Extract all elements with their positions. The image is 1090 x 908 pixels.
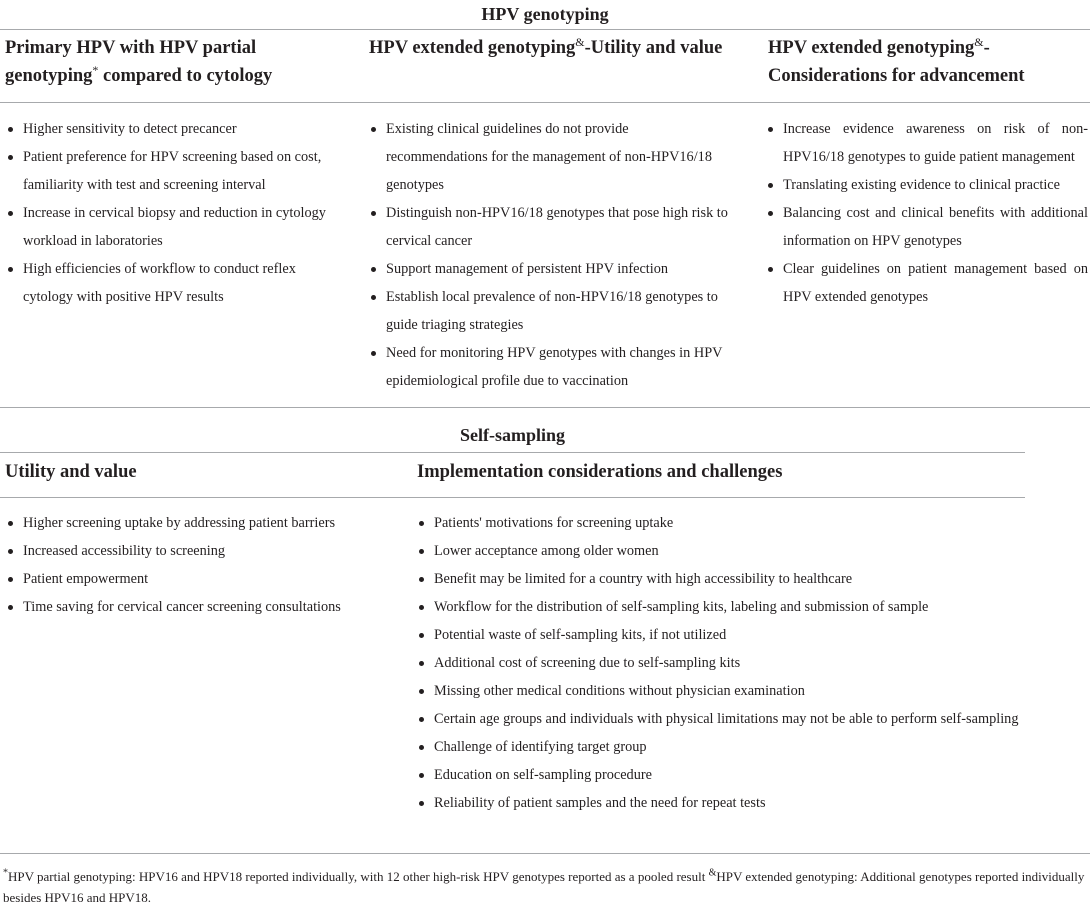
list-item: Increase evidence awareness on risk of non-HPV16/18 genotypes to guide patient management [765, 115, 1088, 171]
divider [0, 452, 1025, 453]
list-item: Establish local prevalence of non-HPV16/18 genotypes to guide triaging strategies [368, 283, 733, 339]
list-item: Existing clinical guidelines do not provide recommendations for the management of non-HPV16/18 genotypes [368, 115, 733, 199]
list-item: Patients' motivations for screening uptake [416, 509, 1023, 537]
column-heading-implementation: Implementation considerations and challenges [417, 462, 783, 482]
column-heading-utility-value: Utility and value [5, 462, 137, 482]
list-utility-value [5, 509, 395, 621]
list-item: Patient empowerment [5, 565, 395, 593]
list-implementation [416, 509, 1023, 817]
section-title-genotyping: HPV genotyping [481, 4, 609, 24]
list-item: Support management of persistent HPV infection [368, 255, 733, 283]
list-item: Lower acceptance among older women [416, 537, 1023, 565]
divider [0, 407, 1090, 408]
list-item: Patient preference for HPV screening based on cost, familiarity with test and screening interval [5, 143, 335, 199]
divider [0, 853, 1090, 854]
list-item: Balancing cost and clinical benefits with additional information on HPV genotypes [765, 199, 1088, 255]
list-extended-considerations [765, 115, 1088, 311]
list-item: Clear guidelines on patient management based on HPV extended genotypes [765, 255, 1088, 311]
list-item: Certain age groups and individuals with physical limitations may not be able to perform self-sampling [416, 705, 1023, 733]
list-item: Increased accessibility to screening [5, 537, 395, 565]
list-item: Need for monitoring HPV genotypes with changes in HPV epidemiological profile due to vaccination [368, 339, 733, 395]
list-item: Higher sensitivity to detect precancer [5, 115, 335, 143]
column-heading-primary-hpv: Primary HPV with HPV partial genotyping* compared to cytology [5, 38, 273, 86]
divider [0, 29, 1090, 30]
list-item: Translating existing evidence to clinical practice [765, 171, 1088, 199]
table-footnote: *HPV partial genotyping: HPV16 and HPV18 reported individually, with 12 other high-risk HPV genotypes reported as a pooled result &HPV extended genotyping: Additional genotypes reported individually besides HPV16 and HPV18. [3, 867, 1085, 905]
list-item: Missing other medical conditions without physician examination [416, 677, 1023, 705]
list-item: Workflow for the distribution of self-sampling kits, labeling and submission of sample [416, 593, 1023, 621]
divider [0, 102, 1090, 103]
list-item: Reliability of patient samples and the need for repeat tests [416, 789, 1023, 817]
list-item: Additional cost of screening due to self-sampling kits [416, 649, 1023, 677]
list-item: Time saving for cervical cancer screening consultations [5, 593, 395, 621]
list-item: Education on self-sampling procedure [416, 761, 1023, 789]
list-item: Increase in cervical biopsy and reduction in cytology workload in laboratories [5, 199, 335, 255]
list-extended-utility [368, 115, 733, 395]
list-primary-hpv [5, 115, 335, 311]
list-item: Challenge of identifying target group [416, 733, 1023, 761]
list-item: High efficiencies of workflow to conduct reflex cytology with positive HPV results [5, 255, 335, 311]
list-item: Distinguish non-HPV16/18 genotypes that pose high risk to cervical cancer [368, 199, 733, 255]
list-item: Benefit may be limited for a country with high accessibility to healthcare [416, 565, 1023, 593]
section-title-self-sampling: Self-sampling [459, 425, 565, 445]
column-heading-extended-utility: HPV extended genotyping&-Utility and value [369, 34, 723, 58]
divider [0, 497, 1025, 498]
list-item: Higher screening uptake by addressing patient barriers [5, 509, 395, 537]
column-heading-extended-considerations: HPV extended genotyping&-Considerations for advancement [768, 34, 1025, 86]
list-item: Potential waste of self-sampling kits, if not utilized [416, 621, 1023, 649]
